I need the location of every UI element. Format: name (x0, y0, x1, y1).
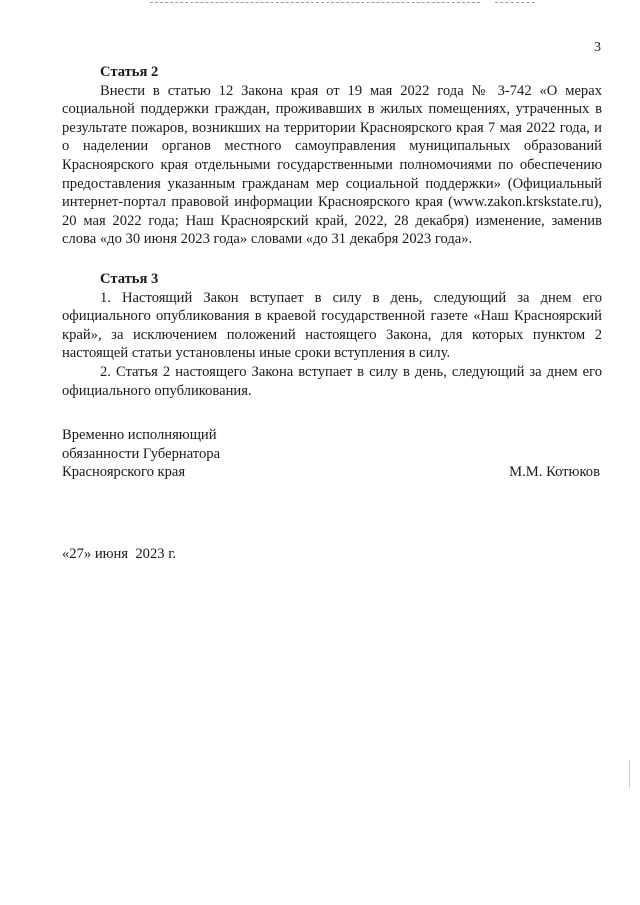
document-date: «27» июня 2023 г. (62, 546, 177, 562)
article-2 (62, 63, 602, 249)
signature-position-line: обязанности Губернатора (62, 445, 221, 462)
signature-position-line: Красноярского края (62, 464, 186, 481)
article-3-title: Статья 3 (100, 271, 159, 287)
top-scan-rule-short (495, 2, 535, 3)
article-3-paragraph-1: 1. Настоящий Закон вступает в силу в день, следующий за днем его официального опубликования в краевой государственной газете «Наш Красноярский край», за исключением положений настоящего Закона, для которых пунктом 2 настоящей статьи установлены иные сроки вступления в силу. (62, 289, 602, 362)
article-3-paragraph-2: 2. Статья 2 настоящего Закона вступает в силу в день, следующий за днем его официального опубликования. (62, 363, 602, 399)
page-number: 3 (594, 40, 601, 55)
signatory-name: М.М. Котюков (509, 464, 600, 480)
article-2-title: Статья 2 (100, 64, 159, 80)
article-2-text: Внести в статью 12 Закона края от 19 мая 2022 года № 3-742 «О мерах социальной поддержки граждан, проживавших в жилых помещениях, утраченных в результате пожаров, возникших на территории Красноярского края 7 мая 2022 года, и о наделении органов местного самоуправления муниципальных образований Красноярского края отдельными государственными полномочиями по обеспечению предоставления указанным гражданам мер социальной поддержки» (Официальный интернет-портал правовой информации Красноярского края (www.zakon.krskstate.ru), 20 мая 2022 года; Наш Красноярский край, 2022, 28 декабря) изменение, заменив слова «до 30 июня 2023 года» словами «до 31 декабря 2023 года». (62, 82, 602, 248)
signature-position-line: Временно исполняющий (62, 427, 217, 443)
scan-edge-mark (629, 760, 630, 788)
signature-block (62, 426, 602, 482)
article-3 (62, 270, 602, 400)
top-scan-rule (150, 2, 480, 3)
